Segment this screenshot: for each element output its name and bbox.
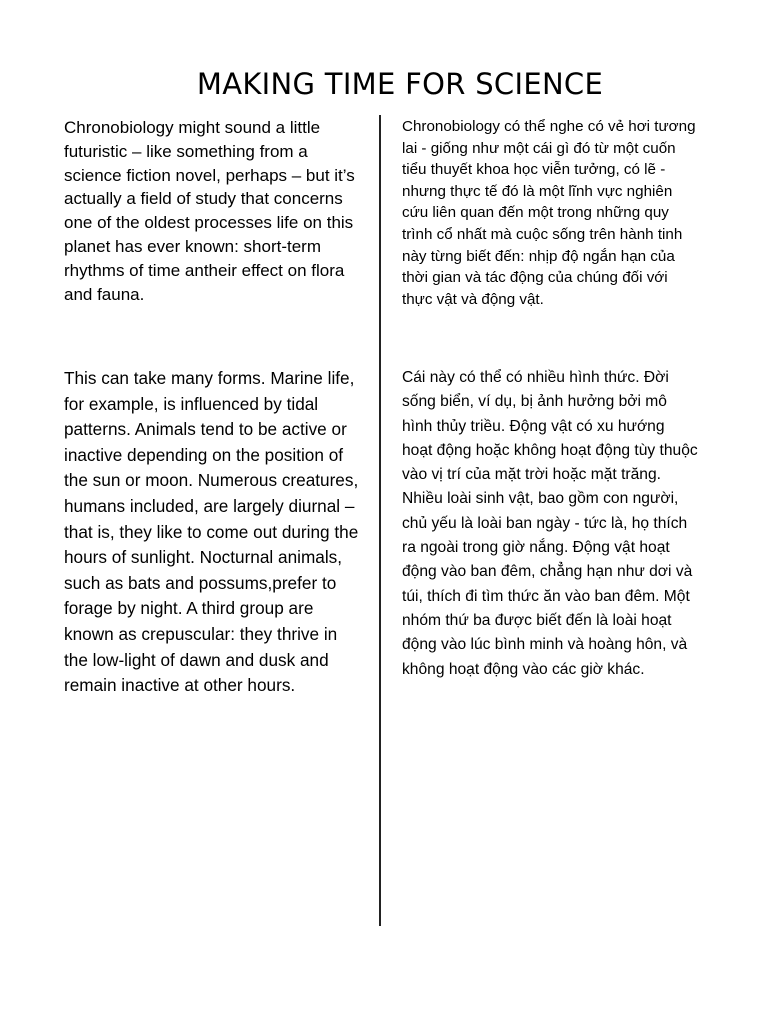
english-paragraph-2: This can take many forms. Marine life, for example, is influenced by tidal patterns. Animals tend to be active or inactive depending on the position of the sun or moon. Numerous creatures, humans included, are largely diurnal – that is, they like to come out during the hours of sunlight. Nocturnal animals, such as bats and possums,prefer to forage by night. A third group are known as crepuscular: they thrive in the low-light of dawn and dusk and remain inactive at other hours. [64,368,359,696]
english-paragraph-1: Chronobiology might sound a little futuristic – like something from a science fiction novel, perhaps – but it’s actually a field of study that concerns one of the oldest processes life on this planet has ever known: short-term rhythms of time antheir effect on flora and fauna. [64,118,355,304]
vietnamese-paragraph-2: Cái này có thể có nhiều hình thức. Đời sống biển, ví dụ, bị ảnh hưởng bởi mô hình thủy triều. Động vật có xu hướng hoạt động hoặc không hoạt động tùy thuộc vào vị trí của mặt trời hoặc mặt trăng. Nhiều loài sinh vật, bao gồm con người, chủ yếu là loài ban ngày - tức là, họ thích ra ngoài trong giờ nắng. Động vật hoạt động vào ban đêm, chẳng hạn như dơi và túi, thích đi tìm thức ăn vào ban đêm. Một nhóm thứ ba được biết đến là loài hoạt động vào lúc bình minh và hoàng hôn, và không hoạt động vào các giờ khác. [402,369,698,678]
english-column [64,116,364,696]
page-title: MAKING TIME FOR SCIENCE [196,67,604,101]
vietnamese-column [402,116,702,678]
column-divider [379,115,381,926]
vietnamese-paragraph-1: Chronobiology có thể nghe có vẻ hơi tương lai - giống như một cái gì đó từ một cuốn tiểu thuyết khoa học viễn tưởng, có lẽ - nhưng thực tế đó là một lĩnh vực nghiên cứu liên quan đến một trong những quy trình cổ nhất mà cuộc sống trên hành tinh này từng biết đến: nhịp độ ngắn hạn của thời gian và tác động của chúng đối với thực vật và động vật. [402,118,696,308]
